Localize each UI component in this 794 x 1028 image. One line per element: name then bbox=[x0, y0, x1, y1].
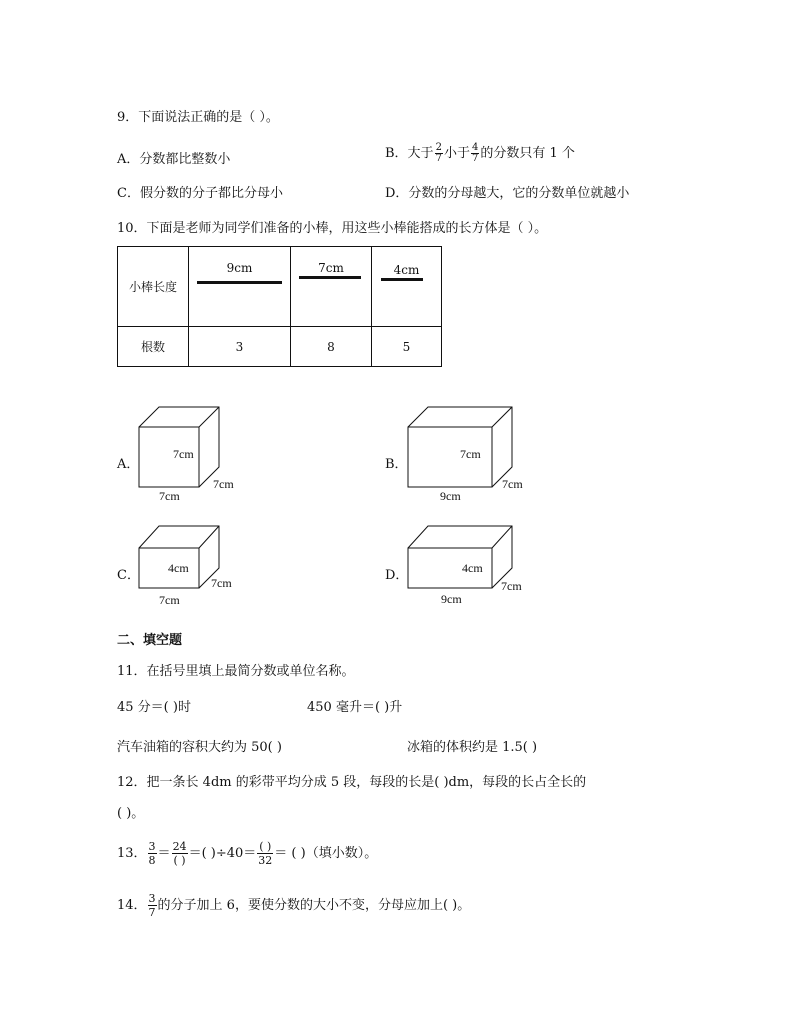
stick-label: 4cm bbox=[393, 263, 420, 277]
q14-label: 14． bbox=[117, 898, 147, 913]
q13-label: 13． bbox=[117, 846, 147, 861]
option-a-letter: A． bbox=[117, 457, 140, 472]
stick-table bbox=[117, 246, 442, 367]
q9-option-c: C．假分数的分子都比分母小 bbox=[117, 186, 283, 201]
cuboid-c-diagram bbox=[135, 520, 255, 610]
fraction-3-7: $\frac{3}{7}$ bbox=[148, 892, 156, 919]
stick-label: 9cm bbox=[226, 261, 253, 275]
stick-4cm-bar bbox=[381, 278, 423, 281]
cube-a-width-label: 7cm bbox=[159, 489, 180, 503]
stick-cell-7cm bbox=[291, 247, 372, 327]
cuboid-b-height-label: 7cm bbox=[460, 447, 481, 461]
count-cell: 5 bbox=[372, 327, 442, 367]
stick-length-header: 小棒长度 bbox=[118, 247, 189, 327]
q9-option-d: D．分数的分母越大，它的分数单位就越小 bbox=[385, 186, 630, 201]
q12-line2: ( )。 bbox=[117, 806, 145, 821]
q13-mid: ＝( )÷40＝ bbox=[188, 846, 257, 861]
cuboid-d-diagram bbox=[404, 520, 539, 610]
stick-cell-4cm bbox=[372, 247, 442, 327]
cube-a-height-label: 7cm bbox=[173, 447, 194, 461]
cuboid-b-diagram bbox=[404, 400, 539, 505]
q9-b-mid: 小于 bbox=[443, 146, 470, 161]
q14-line bbox=[117, 886, 470, 926]
count-cell: 3 bbox=[189, 327, 291, 367]
cube-a-depth-label: 7cm bbox=[213, 477, 234, 491]
q11-line1b: 450 毫升＝( )升 bbox=[307, 700, 403, 715]
fraction-4-7: $\frac{4}{7}$ bbox=[471, 142, 479, 164]
option-b-letter: B． bbox=[385, 457, 408, 472]
section-title: 二、填空题 bbox=[117, 633, 183, 648]
fraction-2-7: $\frac{2}{7}$ bbox=[435, 142, 442, 164]
q13-tail: ＝ ( )（填小数）。 bbox=[274, 846, 378, 861]
cuboid-d-height-label: 4cm bbox=[462, 561, 483, 575]
q11-prompt: 11．在括号里填上最简分数或单位名称。 bbox=[117, 664, 355, 679]
stick-7cm-bar bbox=[299, 276, 361, 279]
cuboid-b-width-label: 9cm bbox=[440, 489, 461, 503]
q14-text: 的分子加上 6，要使分数的大小不变，分母应加上( )。 bbox=[157, 898, 471, 913]
cuboid-d-depth-label: 7cm bbox=[501, 579, 522, 593]
count-header: 根数 bbox=[118, 327, 189, 367]
cuboid-c-height-label: 4cm bbox=[168, 561, 189, 575]
cuboid-b-depth-label: 7cm bbox=[502, 477, 523, 491]
option-d-letter: D． bbox=[385, 568, 409, 583]
cuboid-c-depth-label: 7cm bbox=[211, 576, 232, 590]
option-c-letter: C． bbox=[117, 568, 140, 583]
stick-9cm-bar bbox=[197, 281, 282, 284]
q11-line2a: 汽车油箱的容积大约为 50( ) bbox=[117, 740, 282, 755]
q9-prompt: 9．下面说法正确的是（ ）。 bbox=[117, 110, 279, 125]
q11-line1a: 45 分＝( )时 bbox=[117, 700, 191, 715]
cuboid-c-width-label: 7cm bbox=[159, 593, 180, 607]
q9-option-a: A．分数都比整数小 bbox=[117, 152, 231, 167]
q10-prompt: 10．下面是老师为同学们准备的小棒，用这些小棒能搭成的长方体是（ ）。 bbox=[117, 221, 548, 236]
fraction-blank-32: $\frac{( )}{32}$ bbox=[258, 840, 273, 867]
q11-line2b: 冰箱的体积约是 1.5( ) bbox=[407, 740, 538, 755]
q9-option-b bbox=[385, 140, 575, 168]
fraction-3-8: $\frac{3}{8}$ bbox=[148, 840, 156, 867]
cube-a-diagram bbox=[135, 400, 255, 505]
stick-label: 7cm bbox=[318, 261, 344, 275]
stick-cell-9cm bbox=[189, 247, 291, 327]
count-cell: 8 bbox=[291, 327, 372, 367]
fraction-24-blank: $\frac{24}{( )}$ bbox=[172, 840, 187, 867]
q9-b-suffix: 的分数只有 1 个 bbox=[480, 146, 575, 161]
q9-b-prefix: B．大于 bbox=[385, 146, 434, 161]
cuboid-d-width-label: 9cm bbox=[441, 592, 462, 606]
q12-line1: 12．把一条长 4dm 的彩带平均分成 5 段，每段的长是( )dm，每段的长占全长的 bbox=[117, 775, 587, 790]
q13-line: 13． $\frac{3}{8}$ ＝ $\frac{24}{( )}$ ＝( )÷40＝ $\frac{( )}{32}$ ＝ ( )（填小数）。 bbox=[117, 840, 378, 867]
